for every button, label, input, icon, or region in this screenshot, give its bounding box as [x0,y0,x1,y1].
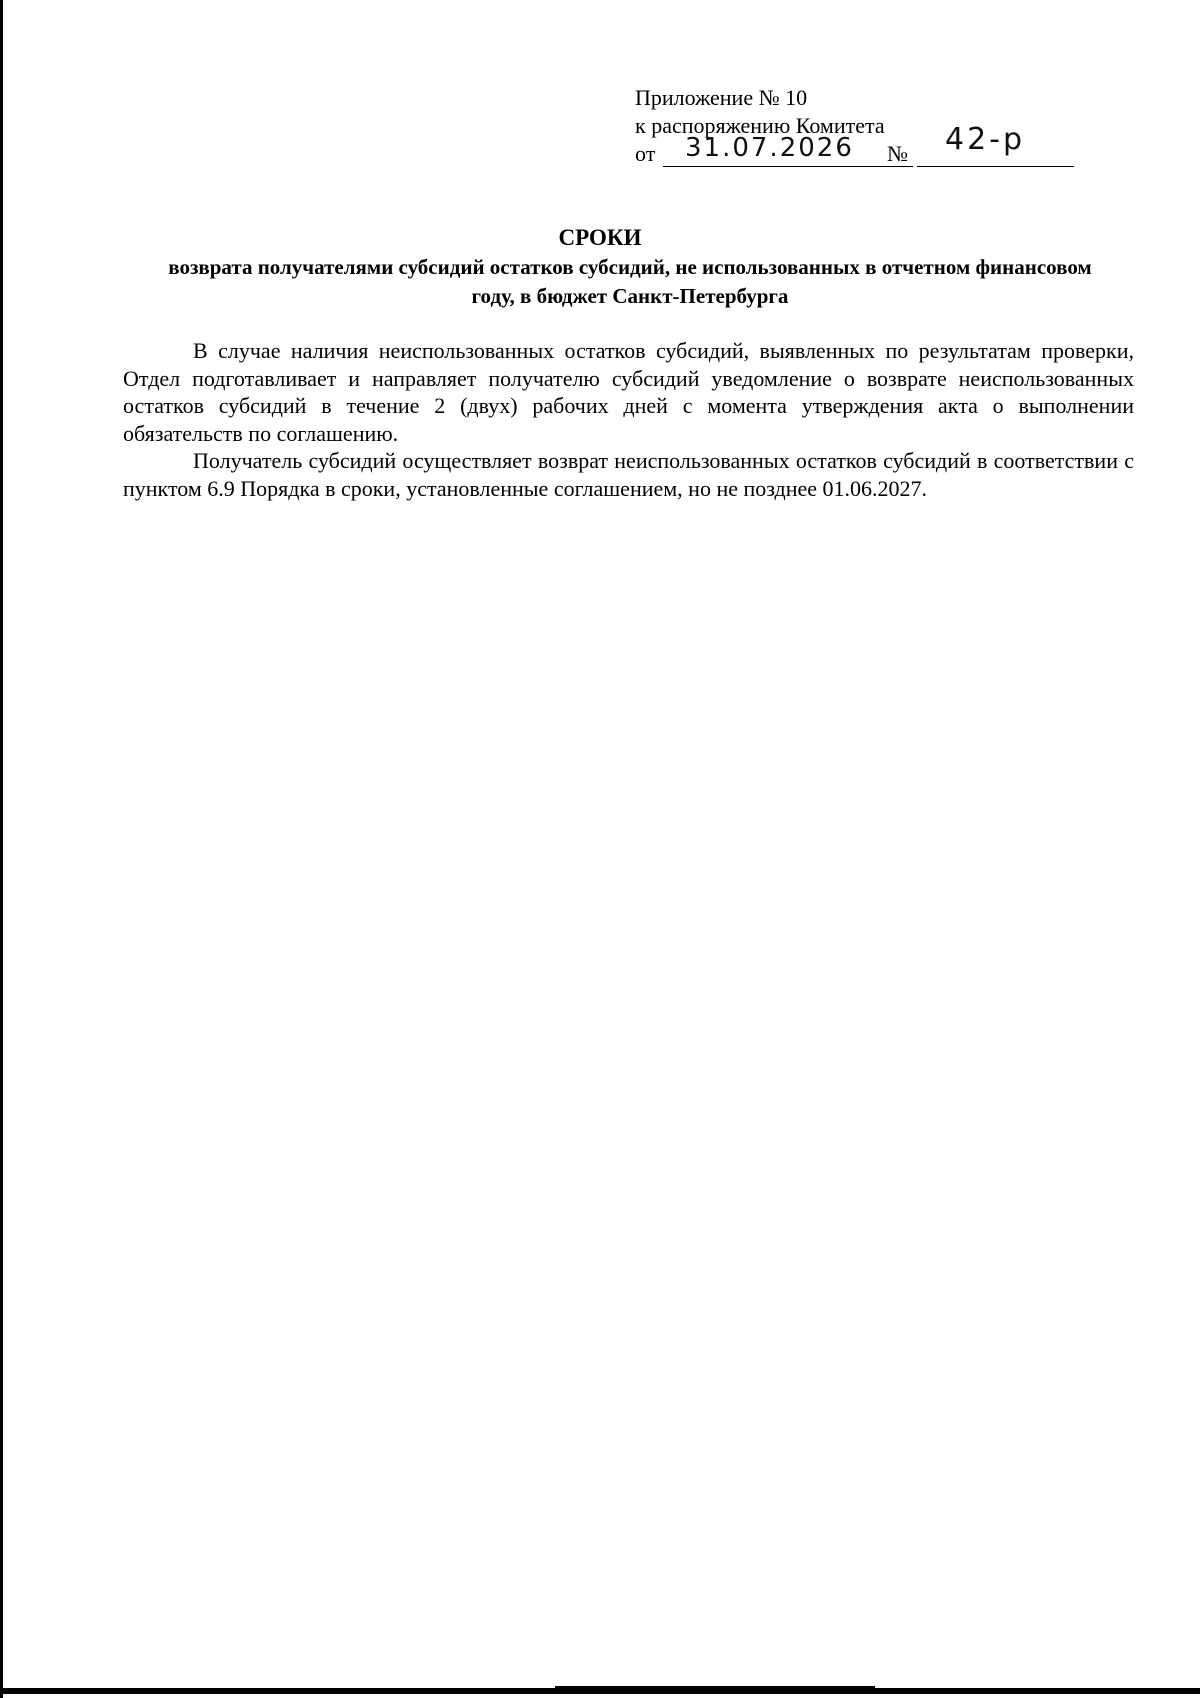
handwritten-number: 42-р [945,122,1026,157]
number-label: № [887,141,908,166]
document-subtitle: возврата получателями субсидий остатков субсидий, не использованных в отчетном финансовом году, в бюджет Санкт-Петербурга [168,255,1092,308]
document-body [123,337,1134,502]
appendix-block [635,84,1095,168]
paragraph-return-deadline: Получатель субсидий осуществляет возврат неиспользованных остатков субсидий в соответствии с пунктом 6.9 Порядка в сроки, установленные соглашением, но не позднее 01.06.2027. [123,448,1134,501]
scan-artifact [555,1686,875,1690]
handwritten-date: 31.07.2026 [685,133,854,163]
document-title: СРОКИ [558,225,642,250]
paragraph-notification: В случае наличия неиспользованных остатков субсидий, выявленных по результатам проверки, Отдел подготавливает и направляет получателю субсидий уведомление о возврате неиспользованных остатков субсидий в течение 2 (двух) рабочих дней с момента утверждения акта о выполнении обязательств по соглашению. [123,338,1134,446]
scan-left-border [0,0,3,1698]
from-label: от [635,141,656,166]
appendix-reference: к распоряжению Комитета [635,113,885,138]
appendix-number: Приложение № 10 [635,85,808,110]
